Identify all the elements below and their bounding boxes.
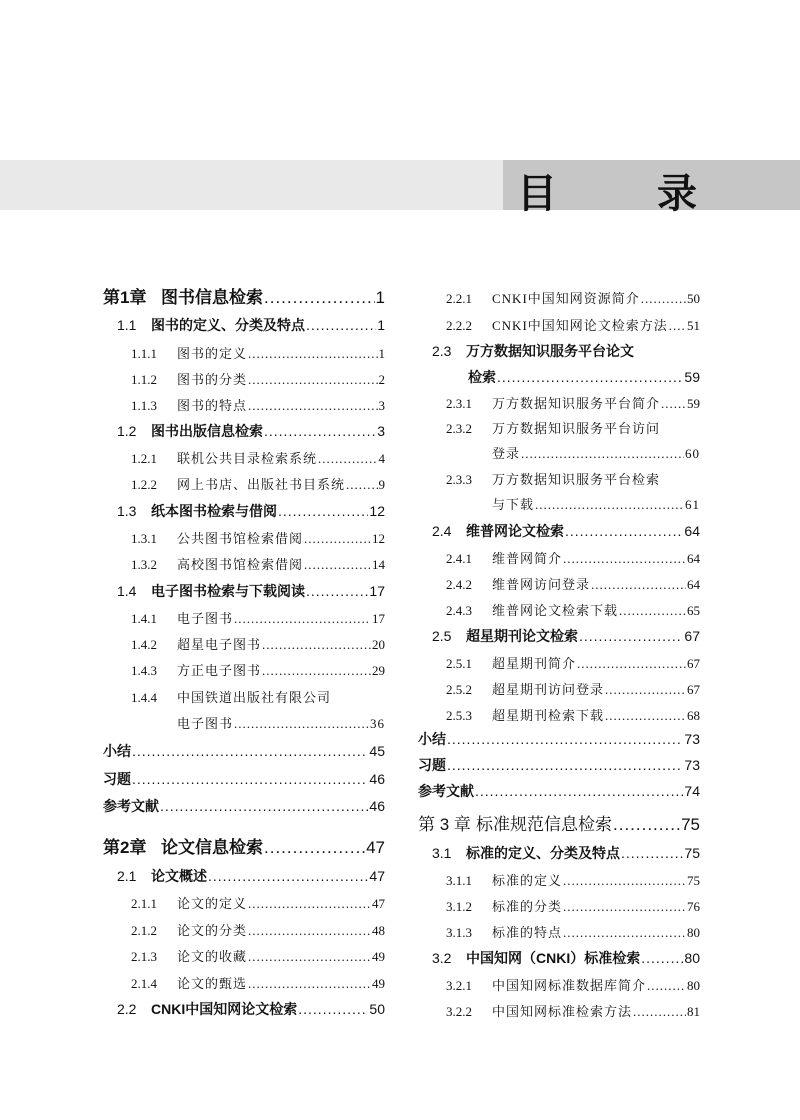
section-number: 2.5 xyxy=(432,628,452,644)
page-number: 61 xyxy=(685,497,700,512)
page-number: 73 xyxy=(684,757,700,773)
leader-dots xyxy=(234,611,371,627)
section-number: 2.1 xyxy=(117,868,137,884)
subsection-title: 联机公共目录检索系统 xyxy=(177,451,318,466)
leader-dots xyxy=(565,523,683,539)
leader-dots xyxy=(208,868,368,884)
subsection-number: 1.4.3 xyxy=(131,663,157,678)
leader-dots xyxy=(278,503,368,519)
subsection-number: 1.4.1 xyxy=(131,611,157,626)
subsection-title: 标准的定义 xyxy=(492,873,563,888)
subsection-number: 2.1.3 xyxy=(131,949,157,964)
subsection-title-cont: 电子图书 xyxy=(177,716,234,731)
toc-section-2-4[interactable] xyxy=(418,521,700,541)
page-number: 51 xyxy=(687,318,700,333)
leader-dots xyxy=(669,318,686,334)
chapter-title: 标准规范信息检索 xyxy=(476,815,612,834)
toc-section-2-5[interactable] xyxy=(418,626,700,646)
leader-dots xyxy=(619,603,686,619)
page-number: 59 xyxy=(684,369,700,385)
leader-dots xyxy=(613,815,680,835)
toc-subsection-2-1-2[interactable] xyxy=(103,920,385,939)
subsection-number: 1.4.2 xyxy=(131,637,157,652)
leader-dots xyxy=(563,925,686,941)
leader-dots xyxy=(577,656,686,672)
page-number: 65 xyxy=(687,603,700,618)
toc-chapter-1[interactable] xyxy=(103,283,385,308)
toc-subsection-2-5-1[interactable] xyxy=(418,653,700,672)
subsection-number: 2.5.3 xyxy=(446,708,472,723)
leader-dots xyxy=(475,783,683,799)
subsection-number: 2.5.1 xyxy=(446,656,472,671)
subsection-number: 2.4.1 xyxy=(446,551,472,566)
subsection-title: 超星期刊访问登录 xyxy=(492,682,605,697)
section-title: CNKI中国知网论文检索 xyxy=(151,1001,298,1017)
page-number: 75 xyxy=(681,815,700,834)
page-number: 4 xyxy=(378,451,385,466)
page-number: 76 xyxy=(687,899,700,914)
leader-dots xyxy=(248,949,371,965)
subsection-title: 中国铁道出版社有限公司 xyxy=(177,690,332,705)
section-number: 3.1 xyxy=(432,845,452,861)
toc-subsection-2-5-3[interactable] xyxy=(418,705,700,724)
leader-dots xyxy=(605,682,686,698)
leader-dots xyxy=(248,976,371,992)
toc-subsection-1-4-3[interactable] xyxy=(103,660,385,679)
page-number: 1 xyxy=(378,346,385,361)
subsection-number: 1.1.3 xyxy=(131,398,157,413)
subsection-title: 万方数据知识服务平台简介 xyxy=(492,396,661,411)
section-number: 1.1 xyxy=(117,317,137,333)
toc-subsection-2-3-1[interactable] xyxy=(418,393,700,412)
subsection-title: 维普网论文检索下载 xyxy=(492,603,619,618)
page-number: 49 xyxy=(372,949,385,964)
section-title: 图书的定义、分类及特点 xyxy=(151,317,305,333)
subsection-title: 维普网访问登录 xyxy=(492,577,591,592)
leader-dots xyxy=(447,757,683,773)
page-number: 47 xyxy=(372,896,385,911)
leader-dots xyxy=(605,708,686,724)
subsection-number: 1.1.2 xyxy=(131,372,157,387)
exercise-title: 习题 xyxy=(103,771,131,787)
leader-dots xyxy=(262,637,371,653)
section-number: 2.4 xyxy=(432,523,452,539)
page-number: 68 xyxy=(687,708,700,723)
page-number: 75 xyxy=(687,873,700,888)
toc-subsection-2-3-3-cont[interactable] xyxy=(418,494,700,513)
leader-dots xyxy=(264,838,365,858)
leader-dots xyxy=(641,291,686,307)
page-number: 81 xyxy=(687,1004,700,1019)
toc-section-2-1[interactable] xyxy=(103,866,385,886)
subsection-number: 2.5.2 xyxy=(446,682,472,697)
section-number: 1.3 xyxy=(117,503,137,519)
leader-dots xyxy=(248,372,377,388)
subsection-number: 3.1.2 xyxy=(446,899,472,914)
section-title: 万方数据知识服务平台论文 xyxy=(466,343,634,359)
page-title-char-2: 录 xyxy=(657,171,697,217)
section-title: 图书出版信息检索 xyxy=(151,423,263,439)
subsection-title: 图书的定义 xyxy=(177,346,248,361)
page-number: 67 xyxy=(687,656,700,671)
subsection-title: 论文的定义 xyxy=(177,896,248,911)
leader-dots xyxy=(306,583,368,599)
chapter-number: 第1章 xyxy=(103,288,147,307)
page-number: 64 xyxy=(687,577,700,592)
subsection-title: CNKI中国知网资源简介 xyxy=(492,291,640,306)
toc-subsection-3-1-1[interactable] xyxy=(418,870,700,889)
leader-dots xyxy=(633,1004,686,1020)
subsection-title: 图书的特点 xyxy=(177,398,248,413)
page-number: 80 xyxy=(687,978,700,993)
leader-dots xyxy=(497,369,683,385)
page-number: 80 xyxy=(687,925,700,940)
leader-dots xyxy=(661,396,686,412)
toc-subsection-2-4-1[interactable] xyxy=(418,548,700,567)
toc-subsection-2-2-1[interactable] xyxy=(418,288,700,307)
chapter-number: 第2章 xyxy=(103,838,147,857)
toc-subsection-2-1-1[interactable] xyxy=(103,893,385,912)
page-number: 17 xyxy=(372,611,385,626)
subsection-title: 万方数据知识服务平台检索 xyxy=(492,472,661,487)
section-title: 电子图书检索与下载阅读 xyxy=(151,583,305,599)
page-number: 75 xyxy=(684,845,700,861)
subsection-number: 2.3.1 xyxy=(446,396,472,411)
subsection-title: 论文的分类 xyxy=(177,923,248,938)
references-title: 参考文献 xyxy=(103,798,159,814)
subsection-title: 超星期刊检索下载 xyxy=(492,708,605,723)
toc-section-1-4[interactable] xyxy=(103,581,385,601)
subsection-number: 1.3.2 xyxy=(131,557,157,572)
section-title: 维普网论文检索 xyxy=(466,523,564,539)
subsection-title-cont: 与下载 xyxy=(492,497,535,512)
subsection-title: 标准的分类 xyxy=(492,899,563,914)
toc-section-1-2[interactable] xyxy=(103,421,385,441)
subsection-title: 超星期刊简介 xyxy=(492,656,577,671)
subsection-number: 1.4.4 xyxy=(131,690,157,705)
page-number: 60 xyxy=(685,446,700,461)
toc-subsection-1-1-3[interactable] xyxy=(103,395,385,414)
leader-dots xyxy=(346,477,377,493)
subsection-title: 中国知网标准数据库简介 xyxy=(492,978,647,993)
subsection-number: 3.1.1 xyxy=(446,873,472,888)
section-number: 1.2 xyxy=(117,423,137,439)
leader-dots xyxy=(563,873,686,889)
leader-dots xyxy=(248,398,377,414)
toc-references[interactable] xyxy=(418,781,700,801)
page-number: 14 xyxy=(372,557,385,572)
subsection-number: 2.3.2 xyxy=(446,421,472,436)
toc-subsection-2-3-2-cont[interactable] xyxy=(418,443,700,462)
toc-subsection-2-4-3[interactable] xyxy=(418,600,700,619)
leader-dots xyxy=(160,798,368,814)
subsection-number: 2.4.2 xyxy=(446,577,472,592)
subsection-number: 2.1.4 xyxy=(131,976,157,991)
leader-dots xyxy=(262,663,371,679)
page-number: 80 xyxy=(684,950,700,966)
leader-dots xyxy=(132,771,368,787)
toc-subsection-1-3-2[interactable] xyxy=(103,554,385,573)
page-number: 74 xyxy=(684,783,700,799)
subsection-title: 论文的收藏 xyxy=(177,949,248,964)
page-number: 12 xyxy=(369,503,385,519)
exercise-title: 习题 xyxy=(418,757,446,773)
page-number: 17 xyxy=(369,583,385,599)
toc-subsection-2-5-2[interactable] xyxy=(418,679,700,698)
page-number: 73 xyxy=(684,731,700,747)
page-number: 1 xyxy=(375,288,385,307)
leader-dots xyxy=(248,896,371,912)
leader-dots xyxy=(304,557,371,573)
page-number: 2 xyxy=(378,372,385,387)
page-number: 48 xyxy=(372,923,385,938)
toc-subsection-1-4-1[interactable] xyxy=(103,608,385,627)
toc-subsection-3-1-3[interactable] xyxy=(418,922,700,941)
toc-references[interactable] xyxy=(103,796,385,816)
page-number: 50 xyxy=(369,1001,385,1017)
toc-subsection-3-2-1[interactable] xyxy=(418,975,700,994)
page-number: 64 xyxy=(687,551,700,566)
page-number: 50 xyxy=(687,291,700,306)
leader-dots xyxy=(318,451,377,467)
subsection-title: 公共图书馆检索借阅 xyxy=(177,531,304,546)
leader-dots xyxy=(641,950,683,966)
page-number: 45 xyxy=(369,743,385,759)
page-number: 12 xyxy=(372,531,385,546)
leader-dots xyxy=(234,716,369,732)
toc-section-1-3[interactable] xyxy=(103,501,385,521)
subsection-title: 维普网简介 xyxy=(492,551,563,566)
page-number: 64 xyxy=(684,523,700,539)
subsection-title: 高校图书馆检索借阅 xyxy=(177,557,304,572)
toc-subsection-2-1-4[interactable] xyxy=(103,973,385,992)
toc-subsection-2-3-3[interactable] xyxy=(418,469,700,488)
summary-title: 小结 xyxy=(103,743,131,759)
leader-dots xyxy=(264,423,376,439)
section-number: 2.2 xyxy=(117,1001,137,1017)
toc-subsection-3-2-2[interactable] xyxy=(418,1001,700,1020)
page-number: 46 xyxy=(369,771,385,787)
page-number: 20 xyxy=(372,637,385,652)
subsection-number: 1.2.1 xyxy=(131,451,157,466)
section-number: 2.3 xyxy=(432,343,452,359)
references-title: 参考文献 xyxy=(418,783,474,799)
subsection-number: 3.2.1 xyxy=(446,978,472,993)
subsection-number: 2.2.1 xyxy=(446,291,472,306)
page-number: 49 xyxy=(372,976,385,991)
subsection-title: 万方数据知识服务平台访问 xyxy=(492,421,661,436)
toc-subsection-2-3-2[interactable] xyxy=(418,418,700,437)
page-number: 47 xyxy=(369,868,385,884)
subsection-title: CNKI中国知网论文检索方法 xyxy=(492,318,668,333)
summary-title: 小结 xyxy=(418,731,446,747)
toc-subsection-1-4-2[interactable] xyxy=(103,634,385,653)
subsection-number: 1.1.1 xyxy=(131,346,157,361)
page-number: 67 xyxy=(684,628,700,644)
subsection-number: 2.1.1 xyxy=(131,896,157,911)
leader-dots xyxy=(132,743,368,759)
page-number: 46 xyxy=(369,798,385,814)
toc-section-3-1[interactable] xyxy=(418,843,700,863)
subsection-title: 超星电子图书 xyxy=(177,637,262,652)
section-title-cont: 检索 xyxy=(468,369,496,385)
leader-dots xyxy=(563,899,686,915)
chapter-title: 图书信息检索 xyxy=(161,288,263,307)
toc-summary[interactable] xyxy=(418,729,700,749)
leader-dots xyxy=(306,317,376,333)
toc-chapter-2[interactable] xyxy=(103,833,385,858)
leader-dots xyxy=(248,346,377,362)
subsection-title: 图书的分类 xyxy=(177,372,248,387)
leader-dots xyxy=(647,978,686,994)
toc-summary[interactable] xyxy=(103,741,385,761)
toc-exercise[interactable] xyxy=(418,755,700,775)
toc-subsection-1-2-2[interactable] xyxy=(103,474,385,493)
toc-subsection-1-3-1[interactable] xyxy=(103,528,385,547)
subsection-number: 1.2.2 xyxy=(131,477,157,492)
subsection-title: 中国知网标准检索方法 xyxy=(492,1004,633,1019)
toc-subsection-1-1-1[interactable] xyxy=(103,343,385,362)
section-title: 中国知网（CNKI）标准检索 xyxy=(466,950,641,966)
subsection-title: 论文的甄选 xyxy=(177,976,248,991)
toc-chapter-3[interactable] xyxy=(418,810,700,835)
subsection-number: 2.1.2 xyxy=(131,923,157,938)
page-title xyxy=(503,160,800,217)
subsection-number: 3.1.3 xyxy=(446,925,472,940)
subsection-number: 1.3.1 xyxy=(131,531,157,546)
subsection-title: 标准的特点 xyxy=(492,925,563,940)
leader-dots xyxy=(447,731,683,747)
page-number: 36 xyxy=(370,716,385,731)
leader-dots xyxy=(521,446,684,462)
subsection-title-cont: 登录 xyxy=(492,446,521,461)
toc-section-1-1[interactable] xyxy=(103,315,385,335)
subsection-title: 方正电子图书 xyxy=(177,663,262,678)
leader-dots xyxy=(563,551,686,567)
toc-subsection-1-2-1[interactable] xyxy=(103,448,385,467)
toc-subsection-1-4-4[interactable] xyxy=(103,687,385,706)
leader-dots xyxy=(621,845,683,861)
toc-section-3-2[interactable] xyxy=(418,948,700,968)
toc-section-2-3[interactable] xyxy=(418,341,700,361)
page-number: 3 xyxy=(377,423,385,439)
toc-exercise[interactable] xyxy=(103,769,385,789)
toc-subsection-2-4-2[interactable] xyxy=(418,574,700,593)
page-number: 29 xyxy=(372,663,385,678)
leader-dots xyxy=(248,923,371,939)
toc-subsection-1-1-2[interactable] xyxy=(103,369,385,388)
section-title: 标准的定义、分类及特点 xyxy=(466,845,620,861)
leader-dots xyxy=(535,497,684,513)
subsection-number: 2.3.3 xyxy=(446,472,472,487)
section-title: 纸本图书检索与借阅 xyxy=(151,503,277,519)
leader-dots xyxy=(298,1001,368,1017)
page-number: 59 xyxy=(687,396,700,411)
page-number: 3 xyxy=(378,398,385,413)
subsection-title: 网上书店、出版社书目系统 xyxy=(177,477,346,492)
toc-section-2-2[interactable] xyxy=(103,999,385,1019)
page-number: 67 xyxy=(687,682,700,697)
page-number: 9 xyxy=(378,477,385,492)
subsection-number: 2.4.3 xyxy=(446,603,472,618)
leader-dots xyxy=(591,577,686,593)
leader-dots xyxy=(264,288,375,308)
toc-subsection-3-1-2[interactable] xyxy=(418,896,700,915)
subsection-number: 2.2.2 xyxy=(446,318,472,333)
section-title: 论文概述 xyxy=(151,868,207,884)
section-number: 3.2 xyxy=(432,950,452,966)
toc-subsection-2-1-3[interactable] xyxy=(103,946,385,965)
toc-subsection-2-2-2[interactable] xyxy=(418,315,700,334)
section-number: 1.4 xyxy=(117,583,137,599)
toc-subsection-1-4-4-cont[interactable] xyxy=(103,713,385,732)
chapter-number: 第 3 章 xyxy=(418,815,471,834)
leader-dots xyxy=(304,531,371,547)
subsection-title: 电子图书 xyxy=(177,611,234,626)
page-title-char-1: 目 xyxy=(517,171,557,217)
subsection-number: 3.2.2 xyxy=(446,1004,472,1019)
page-number: 47 xyxy=(366,838,385,857)
chapter-title: 论文信息检索 xyxy=(161,838,263,857)
leader-dots xyxy=(579,628,683,644)
section-title: 超星期刊论文检索 xyxy=(466,628,578,644)
page-number: 1 xyxy=(377,317,385,333)
toc-section-2-3-cont[interactable] xyxy=(418,367,700,387)
